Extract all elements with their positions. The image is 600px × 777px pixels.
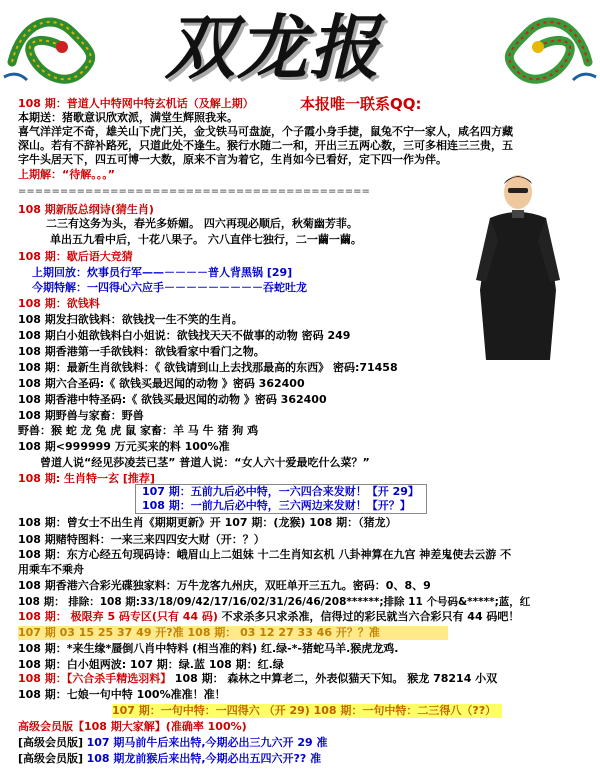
- s2-line-1: 二三有这务为头，春光多娇媚。 四六再现必顺后，秋菊幽芳菲。: [46, 217, 358, 230]
- s6-line-5: 108 期香港六合彩光碟独家料：万牛龙客九州庆，双旺单开三五九。密码：0、8、9: [18, 579, 431, 592]
- s1-solution: [18, 168, 115, 182]
- s7-numbers: 107 期 03 15 25 37 49 开?准 108 期： 03 12 27 33 46 开？？准: [18, 626, 448, 640]
- s10-l2-value: 108 期龙前猴后来出特,今期必出五四六开?? 准: [86, 752, 322, 765]
- section-3-title: 108 期：歇后语大竞猜: [18, 250, 133, 263]
- masthead: [0, 0, 600, 95]
- s1-solution-label: 上期解：: [18, 168, 62, 181]
- s4-beast: 野兽：猴 蛇 龙 兔 虎 鼠 家畜：羊 马 牛 猪 狗 鸡: [18, 424, 259, 437]
- separator: ==========================================: [18, 186, 370, 197]
- s3-l2-label: 今期特解：: [32, 281, 87, 294]
- s5-box-line-1: 107 期：五前九后必中特，一六四合来发财！【开 29】: [142, 485, 419, 498]
- s6-line-1: 108 期：曾女士不出生肖《期期更新》开 107 期：(龙猴) 108 期：（猪龙）: [18, 516, 397, 529]
- s1-line-4: 字牛头居天下，四五可博一大数，原来不言为着它，生肖如今已看好，定下四一作为伴。: [18, 153, 447, 166]
- masthead-title: 双龙报: [165, 6, 381, 89]
- s8-line-3: [18, 672, 497, 686]
- s4-line-7: 108 期野兽与家畜：野兽: [18, 409, 144, 422]
- s8-l3-title: 108 期：【六合杀手精选羽料】: [18, 672, 172, 685]
- s3-line-2: [32, 281, 307, 295]
- man-in-robe-illustration: [472, 170, 564, 365]
- s1-line-2: 喜气洋洋定不奇，雄关山下虎门关，金戈铁马可盘旋，个子霞小身手捷，鼠兔不宁一家人，咸名四方藏: [18, 125, 513, 138]
- contact-motto: 本报唯一联系QQ:: [300, 95, 422, 113]
- s6-line-6: 108 期： 排除：108 期:33/18/09/42/17/16/02/31/26/46/208******;排除 11 个号码&*****;蓝，红: [18, 596, 531, 608]
- s6-line-2: 108 期赌特图料：一来三来四四安大财（开：？）: [18, 533, 265, 546]
- s4-line-9: 108 期<999999 万元买来的料 100%准: [18, 440, 230, 453]
- green-dragon-icon: [2, 2, 107, 84]
- s4-line-1: 108 期发扫欲钱料：欲钱找一生不笑的生肖。: [18, 313, 243, 326]
- s10-l1-value: 107 期马前牛后来出特,今期必出三九六开 29 准: [86, 736, 328, 749]
- s9-line: 107 期：一句中特：一四得六 （开 29) 108 期：一句中特：二三得八（??）: [112, 704, 502, 718]
- s10-l2-label: [高级会员版]: [18, 752, 84, 765]
- s10-line-1: [18, 736, 328, 750]
- section-10-title: 高级会员版【108 期大家解】(准确率 100%): [18, 720, 247, 733]
- s3-l2-value: 一四得心六应手－－－－－－－－－吞蛇吐龙: [87, 281, 307, 294]
- s3-line-1: [32, 266, 292, 280]
- section-5-title: 108 期: 生肖特一玄 [推荐]: [18, 472, 155, 485]
- s1-line-3: 深山。若有不辞补路死，只道此处不逢生。猴行水随二一和，开出三五两心数，三可多相连三三贵，五: [18, 139, 513, 152]
- s10-line-2: [18, 752, 321, 766]
- s4-line-6: 108 期香港中特圣码:《 欲钱买最迟闻的动物 》密码 362400: [18, 393, 327, 406]
- s6-line-3: 108 期：东方心经五句现码诗：峨眉山上二姐妹 十二生肖知玄机 八卦神算在九宫 神差鬼使去云游 不: [18, 548, 512, 561]
- s2-line-2: 单出五九看中后，十花八果子。 六八直伴七独行，二一繭一繭。: [50, 233, 362, 246]
- s4-line-3: 108 期香港第一手欲钱料：欲钱看家中看门之物。: [18, 345, 265, 358]
- s8-line-2: 108 期：白小姐两波: 107 期：绿.蓝 108 期：红.绿: [18, 658, 284, 671]
- section-2-title: 108 期新版总纲诗(猜生肖): [18, 203, 154, 216]
- s7-title: 108 期： 极限弃 5 码专区(只有 44 码): [18, 610, 218, 623]
- red-dragon-icon: [493, 2, 598, 84]
- s4-line-4: 108 期：最新生肖欲钱料：《 欲钱请到山上去找那最高的东西》 密码:71458: [18, 361, 398, 374]
- s4-line-2: 108 期白小姐欲钱料白小姐说：欲钱找天天不做事的动物 密码 249: [18, 329, 351, 342]
- s4-line-5: 108 期六合圣码:《 欲钱买最迟闻的动物 》密码 362400: [18, 377, 305, 390]
- s1-line-1: 本期送：猪歌意识欣欢派，满堂生辉照我来。: [18, 111, 238, 124]
- s5-box-line-2: 108 期：一前九后必中特，三六两边来发财！【开？】: [142, 499, 411, 512]
- section-4-title: 108 期：欲钱料: [18, 297, 100, 310]
- s8-l3-content: 108 期： 森林之中算老二，外表似猫天下知。 猴龙 78214 小双: [174, 672, 498, 685]
- section-1-title: 108 期：普道人中特网中特玄机话（及解上期）: [18, 97, 254, 110]
- s8-line-1: 108 期：*来生缘*蜃倒八肖中特料 (相当准的料) 红.绿-*-猪蛇马羊.猴虎龙鸡.: [18, 642, 399, 655]
- s7-header: [18, 610, 519, 624]
- s4-line-10: 曾道人说“经见莎凌芸已茎” 普道人说：“女人六十爱最吃什么菜？”: [40, 456, 370, 469]
- s7-tail: 不求杀多只求杀准，信得过的彩民就当六合彩只有 44 码吧！: [221, 610, 520, 623]
- s6-line-4: 用乘车不乘舟: [18, 563, 84, 576]
- s1-solution-value: “待解。。。”: [62, 168, 115, 181]
- s3-l1-value: 炊事员行军——－－－－普人背黑锅 [29]: [87, 266, 293, 279]
- s3-l1-label: 上期回放：: [32, 266, 87, 279]
- s10-l1-label: [高级会员版]: [18, 736, 84, 749]
- s8-line-4: 108 期：七娘一句中特 100%准准！准！: [18, 688, 226, 701]
